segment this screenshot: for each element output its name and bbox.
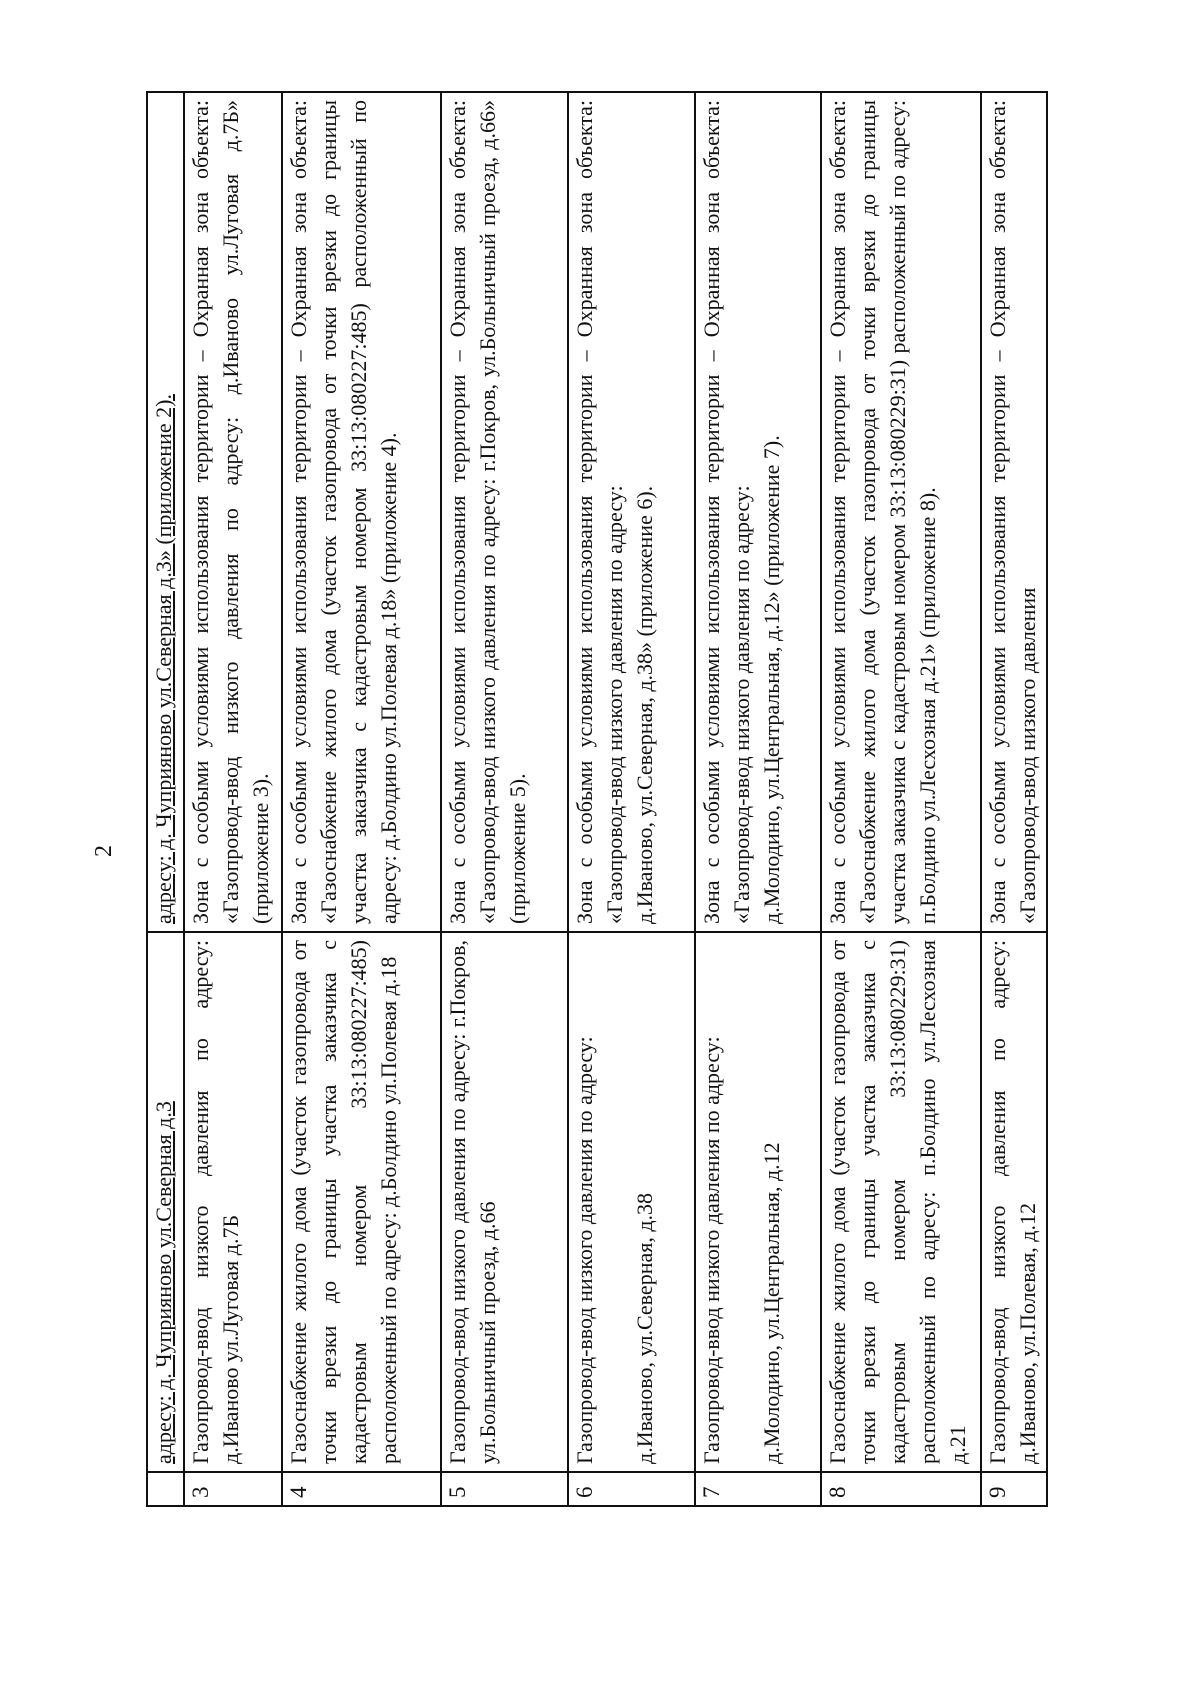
object-cell	[568, 932, 695, 1472]
zone-cell	[184, 92, 282, 932]
cell-text: Газоснабжение жилого дома (участок газопровода от точки врезки до границы участка заказчика с кадастровым номером 33:13:080227:485) расположенный по адресу: д.Болдино ул.Полевая д.18	[285, 940, 401, 1464]
cell-text: Газопровод-ввод низкого давления по адресу: г.Покров, ул.Больничный проезд, д.66	[445, 940, 501, 1464]
page-number: 2	[91, 845, 117, 857]
table-row	[441, 92, 568, 1506]
object-cell	[695, 932, 822, 1472]
cell-text: Газопровод-ввод низкого давления по адресу:	[698, 1036, 724, 1464]
cell-text: Газопровод-ввод низкого давления по адресу:	[571, 1036, 597, 1464]
table-row	[568, 92, 695, 1506]
object-cell	[184, 932, 282, 1472]
cell-text: Газопровод-ввод низкого давления по адресу: д.Иваново ул.Луговая д.7Б	[187, 940, 243, 1464]
row-number	[147, 1472, 184, 1506]
cell-text: Зона с особыми условиями использования территории – Охранная зона объекта: «Газоснабжение жилого дома (участок газопровода от точки врезки до границы участка заказчика с кадастровым номером 33:13:080229:31) расположенный по адресу: п.Болдино ул.Лесхозная д.21» (приложение 8).	[825, 100, 941, 924]
cell-text: Зона с особыми условиями использования территории – Охранная зона объекта: «Газоснабжение жилого дома (участок газопровода от точки врезки до границы участка заказчика с кадастровым номером 33:13:080227:485) расположенный по адресу: д.Болдино ул.Полевая д.18» (приложение 4).	[285, 100, 401, 924]
cell-text: Зона с особыми условиями использования территории – Охранная зона объекта: «Газопровод-ввод низкого давления по адресу:	[571, 100, 627, 924]
table-row	[821, 92, 980, 1506]
row-number: 9	[981, 1472, 1047, 1506]
row-number: 7	[695, 1472, 822, 1506]
table-row	[981, 92, 1047, 1506]
zone-cell	[695, 92, 822, 932]
zone-cell	[981, 92, 1047, 932]
zone-cell	[441, 92, 568, 932]
cell-text: Зона с особыми условиями использования территории – Охранная зона объекта: «Газопровод-ввод низкого давления по адресу:	[698, 100, 754, 924]
object-cell	[981, 932, 1047, 1472]
object-cell	[147, 932, 184, 1472]
cell-text: д.Молодино, ул.Центральная, д.12» (приложение 7).	[758, 435, 784, 924]
row-number: 3	[184, 1472, 282, 1506]
zones-table	[146, 91, 1048, 1507]
cell-text: д.Молодино, ул.Центральная, д.12	[758, 1142, 784, 1464]
cell-text: д.Иваново, ул.Северная, д.38» (приложение 6).	[631, 485, 657, 924]
cell-text: д.Иваново, ул.Северная, д.38	[631, 1192, 657, 1464]
rotated-table-container	[146, 93, 1048, 1507]
zone-cell	[568, 92, 695, 932]
table-row	[695, 92, 822, 1506]
table-row	[282, 92, 441, 1506]
cell-text: адресу: д. Чуприяново ул.Северная д.3	[151, 1101, 176, 1464]
cell-text: Зона с особыми условиями использования территории – Охранная зона объекта: «Газопровод-ввод низкого давления	[984, 100, 1040, 924]
zone-cell	[821, 92, 980, 932]
row-number: 5	[441, 1472, 568, 1506]
table-row	[184, 92, 282, 1506]
cell-text: адресу: д. Чуприяново ул.Северная д.3» (приложение 2).	[151, 394, 176, 924]
zone-cell	[147, 92, 184, 932]
cell-text: Зона с особыми условиями использования территории – Охранная зона объекта: «Газопровод-ввод низкого давления по адресу: д.Иваново ул.Луговая д.7Б» (приложение 3).	[187, 100, 273, 924]
cell-text: Газопровод-ввод низкого давления по адресу: д.Иваново, ул.Полевая, д.12	[984, 940, 1040, 1464]
row-number: 6	[568, 1472, 695, 1506]
object-cell	[282, 932, 441, 1472]
zone-cell	[282, 92, 441, 932]
cell-text: Газоснабжение жилого дома (участок газопровода от точки врезки до границы участка заказчика с кадастровым номером 33:13:080229:31) расположенный по адресу: п.Болдино ул.Лесхозная д.21	[825, 940, 971, 1464]
object-cell	[441, 932, 568, 1472]
row-number: 4	[282, 1472, 441, 1506]
cell-text: Зона с особыми условиями использования территории – Охранная зона объекта: «Газопровод-ввод низкого давления по адресу: г.Покров, ул.Больничный проезд, д.66» (приложение 5).	[445, 100, 531, 924]
object-cell	[821, 932, 980, 1472]
table-row	[147, 92, 184, 1506]
row-number: 8	[821, 1472, 980, 1506]
